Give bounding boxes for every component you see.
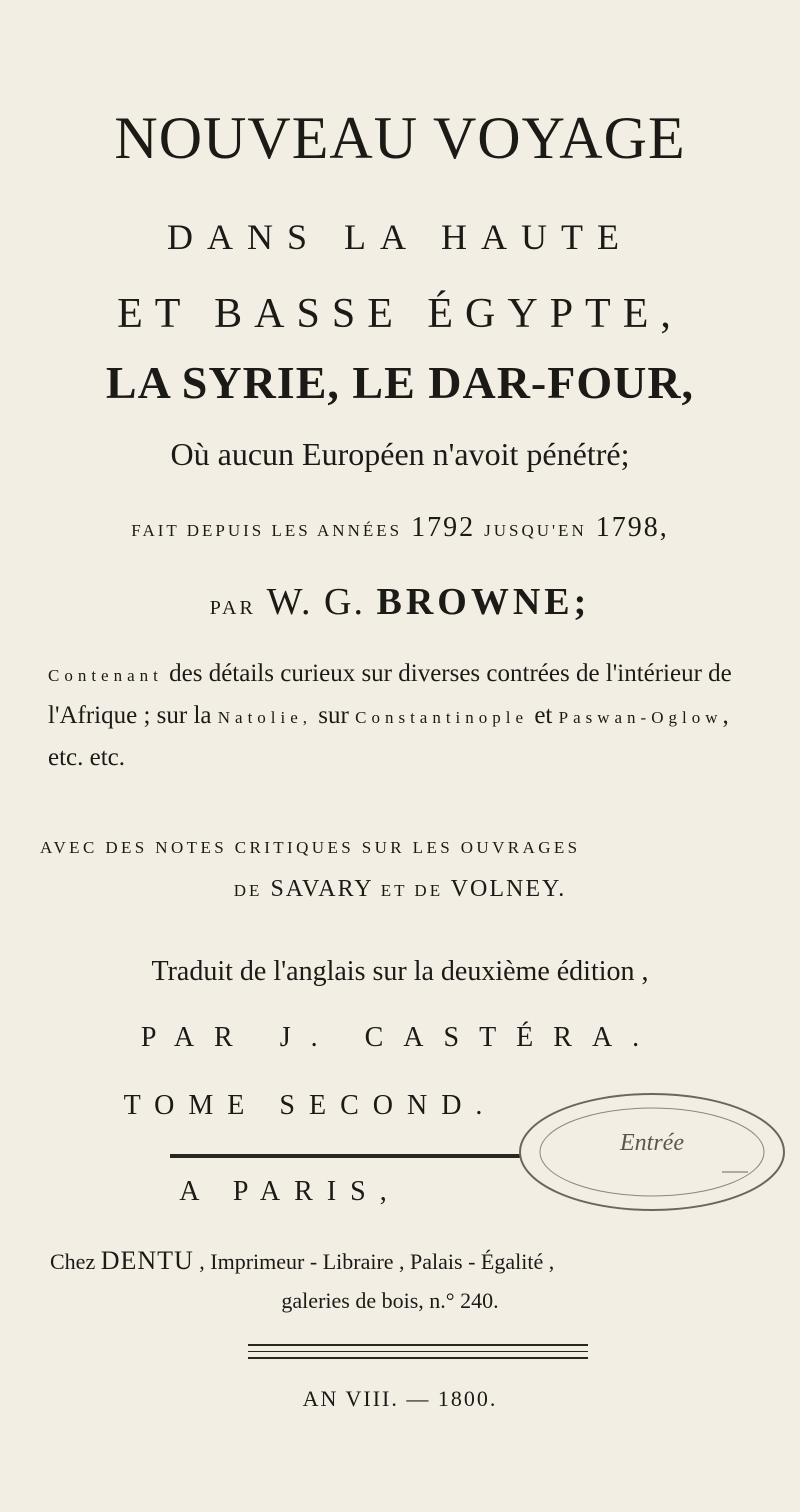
notes-et-de: ET DE [380, 881, 444, 900]
dates-line [0, 512, 800, 544]
notes-authors-line [0, 876, 800, 903]
address-line: galeries de bois, n.° 240. [281, 1288, 499, 1313]
dates-prefix: FAIT DEPUIS LES ANNÉES [131, 521, 403, 540]
paswan-word: Paswan-Oglow [558, 708, 723, 727]
dates-middle: JUSQU'EN [484, 521, 587, 540]
translator-line: PAR J. CASTÉRA. [140, 1022, 660, 1053]
title-line-4: LA SYRIE, LE DAR-FOUR, [105, 357, 695, 408]
author-par: PAR [209, 597, 256, 619]
natolie-word: Natolie, [217, 708, 313, 727]
translation-line: Traduit de l'anglais sur la deuxième édition , [151, 956, 649, 987]
rule-3 [248, 1357, 588, 1359]
contenant-text-1: des détails curieux sur diverses contrées de l'intérieur de l'Afrique ; sur la [48, 660, 732, 729]
contenant-text-3: et [528, 702, 559, 729]
author-name: BROWNE; [376, 581, 591, 623]
notes-line: AVEC DES NOTES CRITIQUES SUR LES OUVRAGES [40, 838, 581, 857]
title-line-5: Où aucun Européen n'avoit pénétré; [170, 436, 630, 472]
date-line: AN VIII. — 1800. [302, 1386, 498, 1411]
volney-name: VOLNEY. [450, 876, 567, 902]
city-line: A PARIS, [179, 1176, 401, 1207]
constantinople-word: Constantinople [355, 708, 529, 727]
library-stamp-icon [512, 1080, 798, 1230]
printer-details: , Imprimeur - Libraire , Palais - Égalité , [199, 1249, 555, 1274]
contenant-text-4: , etc. etc. [48, 702, 729, 771]
double-rule [248, 1344, 588, 1364]
contenant-word: Contenant [48, 666, 163, 685]
contents-paragraph [48, 654, 768, 778]
title-line-3: ET BASSE ÉGYPTE, [117, 291, 683, 337]
volume-line: TOME SECOND. [123, 1090, 497, 1121]
savary-name: SAVARY [270, 876, 373, 902]
rule-2 [248, 1351, 588, 1352]
stamp-text: Entrée [620, 1130, 684, 1156]
year-end: 1798, [595, 512, 669, 543]
author-line [0, 580, 800, 624]
year-start: 1792 [411, 512, 476, 543]
printer-line [50, 1246, 554, 1276]
author-initials: W. G. [266, 581, 365, 623]
contenant-text-2: sur [312, 702, 356, 729]
printer-name: DENTU [100, 1246, 194, 1275]
title-line-1: NOUVEAU VOYAGE [114, 105, 686, 171]
rule-1 [248, 1344, 588, 1346]
notes-de: DE [233, 881, 263, 900]
title-line-2: DANS LA HAUTE [167, 217, 633, 257]
divider-rule [170, 1154, 520, 1158]
printer-chez: Chez [50, 1249, 96, 1274]
